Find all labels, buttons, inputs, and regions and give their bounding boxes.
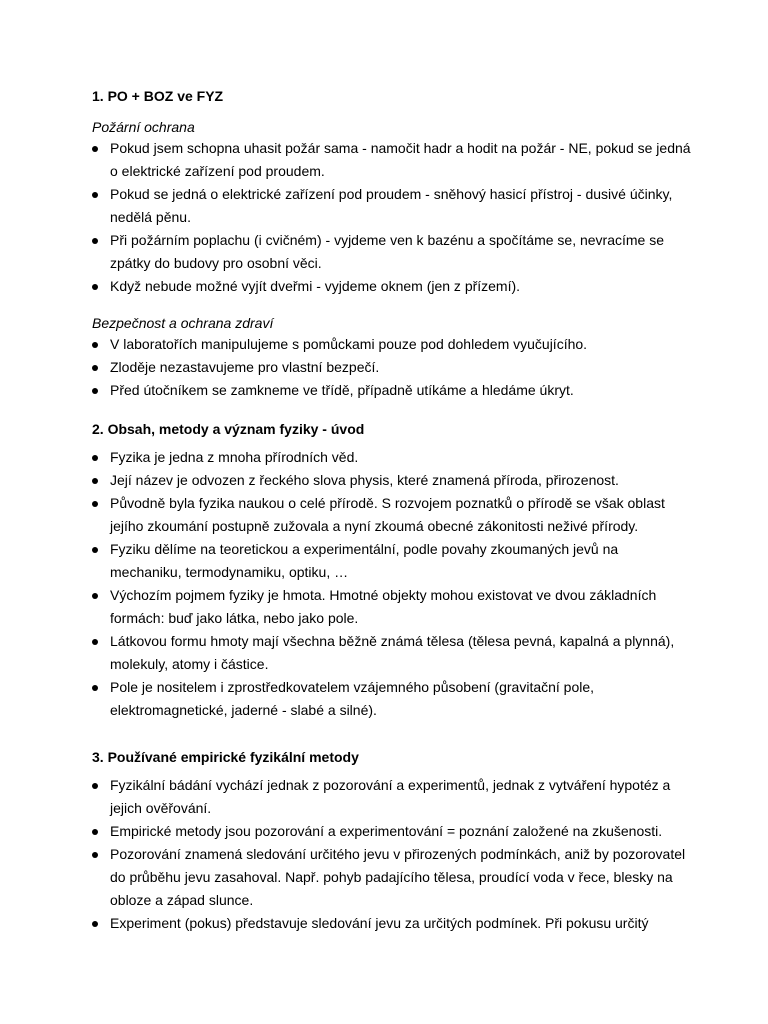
list-item: Při požárním poplachu (i cvičném) - vyjdeme ven k bazénu a spočítáme se, nevracíme se zpátky do budovy pro osobní věci. [92, 229, 692, 275]
list-item: Když nebude možné vyjít dveřmi - vyjdeme oknem (jen z přízemí). [92, 275, 692, 298]
bullet-list [92, 774, 692, 935]
list-item: Pokud se jedná o elektrické zařízení pod proudem - sněhový hasicí přístroj - dusivé účinky, nedělá pěnu. [92, 183, 692, 229]
list-item: Empirické metody jsou pozorování a experimentování = poznání založené na zkušenosti. [92, 820, 692, 843]
list-item: Pozorování znamená sledování určitého jevu v přirozených podmínkách, aniž by pozorovatel do průběhu jevu zasahoval. Např. pohyb padajícího tělesa, proudící voda v řece, blesky na obloze a západ slunce. [92, 843, 692, 912]
section-title: 1. PO + BOZ ve FYZ [92, 88, 224, 104]
bullet-list [92, 137, 692, 298]
list-item: V laboratořích manipulujeme s pomůckami pouze pod dohledem vyučujícího. [92, 333, 692, 356]
list-item: Před útočníkem se zamkneme ve třídě, případně utíkáme a hledáme úkryt. [92, 379, 692, 402]
document-page [92, 86, 692, 935]
list-item: Původně byla fyzika naukou o celé přírodě. S rozvojem poznatků o přírodě se však oblast jejího zkoumání postupně zužovala a nyní zkoumá obecné zákonitosti neživé přírody. [92, 492, 692, 538]
list-item: Fyzikální bádání vychází jednak z pozorování a experimentů, jednak z vytváření hypotéz a jejich ověřování. [92, 774, 692, 820]
bullet-list [92, 333, 692, 402]
list-item: Pole je nositelem i zprostředkovatelem vzájemného působení (gravitační pole, elektromagnetické, jaderné - slabé a silné). [92, 676, 692, 722]
subsection-title: Požární ochrana [92, 119, 195, 135]
bullet-list [92, 446, 692, 722]
list-item: Látkovou formu hmoty mají všechna běžně známá tělesa (tělesa pevná, kapalná a plynná), molekuly, atomy i částice. [92, 630, 692, 676]
section-title: 3. Používané empirické fyzikální metody [92, 749, 359, 765]
list-item: Pokud jsem schopna uhasit požár sama - namočit hadr a hodit na požár - NE, pokud se jedná o elektrické zařízení pod proudem. [92, 137, 692, 183]
list-item: Její název je odvozen z řeckého slova physis, které znamená příroda, přirozenost. [92, 469, 692, 492]
section-title: 2. Obsah, metody a význam fyziky - úvod [92, 421, 365, 437]
list-item: Fyziku dělíme na teoretickou a experimentální, podle povahy zkoumaných jevů na mechaniku, termodynamiku, optiku, … [92, 538, 692, 584]
list-item: Výchozím pojmem fyziky je hmota. Hmotné objekty mohou existovat ve dvou základních formách: buď jako látka, nebo jako pole. [92, 584, 692, 630]
subsection-title: Bezpečnost a ochrana zdraví [92, 315, 274, 331]
list-item: Zloděje nezastavujeme pro vlastní bezpečí. [92, 356, 692, 379]
list-item: Fyzika je jedna z mnoha přírodních věd. [92, 446, 692, 469]
list-item: Experiment (pokus) představuje sledování jevu za určitých podmínek. Při pokusu určitý [92, 912, 692, 935]
